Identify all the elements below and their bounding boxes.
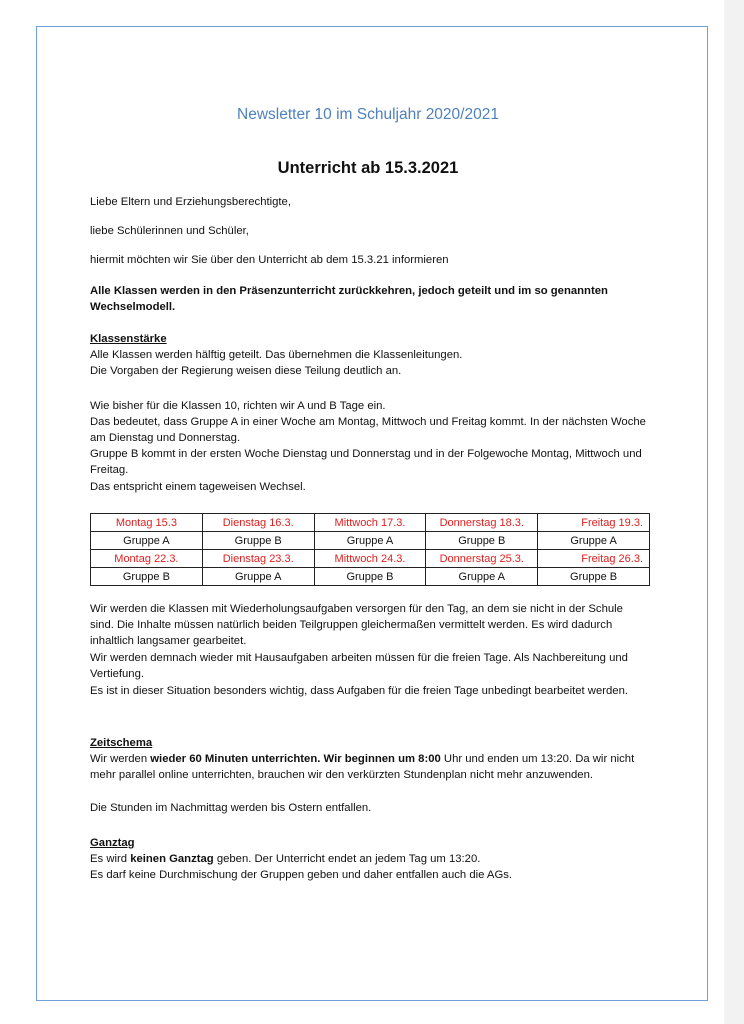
- heading-zeitschema: Zeitschema: [90, 737, 153, 749]
- ganztag-text-2: geben. Der Unterricht endet an jedem Tag um 13:20.: [213, 853, 481, 865]
- table-cell: Donnerstag 25.3.: [426, 550, 538, 568]
- zeit-text-2: Uhr und enden um 13:20. Da wir nicht mehr parallel online unterrichten, brauchen wir den verkürzten Stundenplan nicht mehr anzuwenden.: [90, 753, 635, 782]
- klassen-line-5: Gruppe B kommt in der ersten Woche Dienstag und Donnerstag und in der Folgewoche Montag, Mittwoch und Freitag.: [90, 448, 642, 477]
- klassen-line-6: Das entspricht einem tageweisen Wechsel.: [90, 481, 306, 493]
- table-cell: Gruppe B: [426, 532, 538, 550]
- table-cell: Gruppe B: [91, 568, 203, 586]
- table-cell: Gruppe B: [202, 532, 314, 550]
- intro-text: hiermit möchten wir Sie über den Unterricht ab dem 15.3.21 informieren: [90, 254, 449, 266]
- week2-days-row: [91, 550, 650, 568]
- table-cell: Dienstag 16.3.: [202, 514, 314, 532]
- zeit-text-1: Wir werden: [90, 753, 151, 765]
- table-cell: Gruppe A: [202, 568, 314, 586]
- table-cell: Freitag 19.3.: [538, 514, 650, 532]
- week2-groups-row: [91, 568, 650, 586]
- bold-statement: Alle Klassen werden in den Präsenzunterricht zurückkehren, jedoch geteilt und im so genannten Wechselmodell.: [90, 285, 608, 314]
- table-cell: Dienstag 23.3.: [202, 550, 314, 568]
- klassen-line-2: Die Vorgaben der Regierung weisen diese Teilung deutlich an.: [90, 365, 402, 377]
- klassen-line-1: Alle Klassen werden hälftig geteilt. Das übernehmen die Klassenleitungen.: [90, 349, 463, 361]
- ganztag-paragraph: [90, 851, 646, 867]
- zeitschema-line-2: Die Stunden im Nachmittag werden bis Ostern entfallen.: [90, 802, 372, 814]
- table-cell: Montag 22.3.: [91, 550, 203, 568]
- greeting-students: liebe Schülerinnen und Schüler,: [90, 225, 249, 237]
- zeit-text-bold: wieder 60 Minuten unterrichten. Wir beginnen um 8:00: [150, 753, 441, 765]
- homework-paragraph-3: Es ist in dieser Situation besonders wichtig, dass Aufgaben für die freien Tage unbedingt bearbeitet werden.: [90, 685, 628, 697]
- table-cell: Gruppe B: [314, 568, 426, 586]
- greeting-parents: Liebe Eltern und Erziehungsberechtigte,: [90, 196, 291, 208]
- homework-paragraph-2: Wir werden demnach wieder mit Hausaufgaben arbeiten müssen für die freien Tage. Als Nachbereitung und Vertiefung.: [90, 652, 628, 681]
- ganztag-text-bold: keinen Ganztag: [130, 853, 214, 865]
- schedule-table: [90, 513, 650, 586]
- week1-days-row: [91, 514, 650, 532]
- ganztag-line-2: Es darf keine Durchmischung der Gruppen geben und daher entfallen auch die AGs.: [90, 869, 513, 881]
- newsletter-title: Newsletter 10 im Schuljahr 2020/2021: [237, 106, 499, 123]
- heading-ganztag: Ganztag: [90, 837, 135, 849]
- week1-groups-row: [91, 532, 650, 550]
- heading-klassenstaerke: Klassenstärke: [90, 333, 167, 345]
- homework-paragraph-1: Wir werden die Klassen mit Wiederholungsaufgaben versorgen für den Tag, an dem sie nicht in der Schule sind. Die Inhalte müssen natürlich beiden Teilgruppen gleichermaßen vermittelt werden. Es wird dadurch inhaltlich langsamer gearbeitet.: [90, 603, 623, 648]
- table-cell: Gruppe A: [538, 532, 650, 550]
- klassen-line-4: Das bedeutet, dass Gruppe A in einer Woche am Montag, Mittwoch und Freitag kommt. In der nächsten Woche am Dienstag und Donnerstag.: [90, 416, 646, 445]
- table-cell: Freitag 26.3.: [538, 550, 650, 568]
- document-title: Unterricht ab 15.3.2021: [277, 159, 459, 177]
- zeitschema-paragraph: [90, 751, 646, 783]
- klassen-line-3: Wie bisher für die Klassen 10, richten wir A und B Tage ein.: [90, 400, 386, 412]
- table-cell: Montag 15.3: [91, 514, 203, 532]
- table-cell: Mittwoch 24.3.: [314, 550, 426, 568]
- table-cell: Donnerstag 18.3.: [426, 514, 538, 532]
- table-cell: Gruppe B: [538, 568, 650, 586]
- table-cell: Mittwoch 17.3.: [314, 514, 426, 532]
- ganztag-text-1: Es wird: [90, 853, 131, 865]
- table-cell: Gruppe A: [91, 532, 203, 550]
- table-cell: Gruppe A: [426, 568, 538, 586]
- table-cell: Gruppe A: [314, 532, 426, 550]
